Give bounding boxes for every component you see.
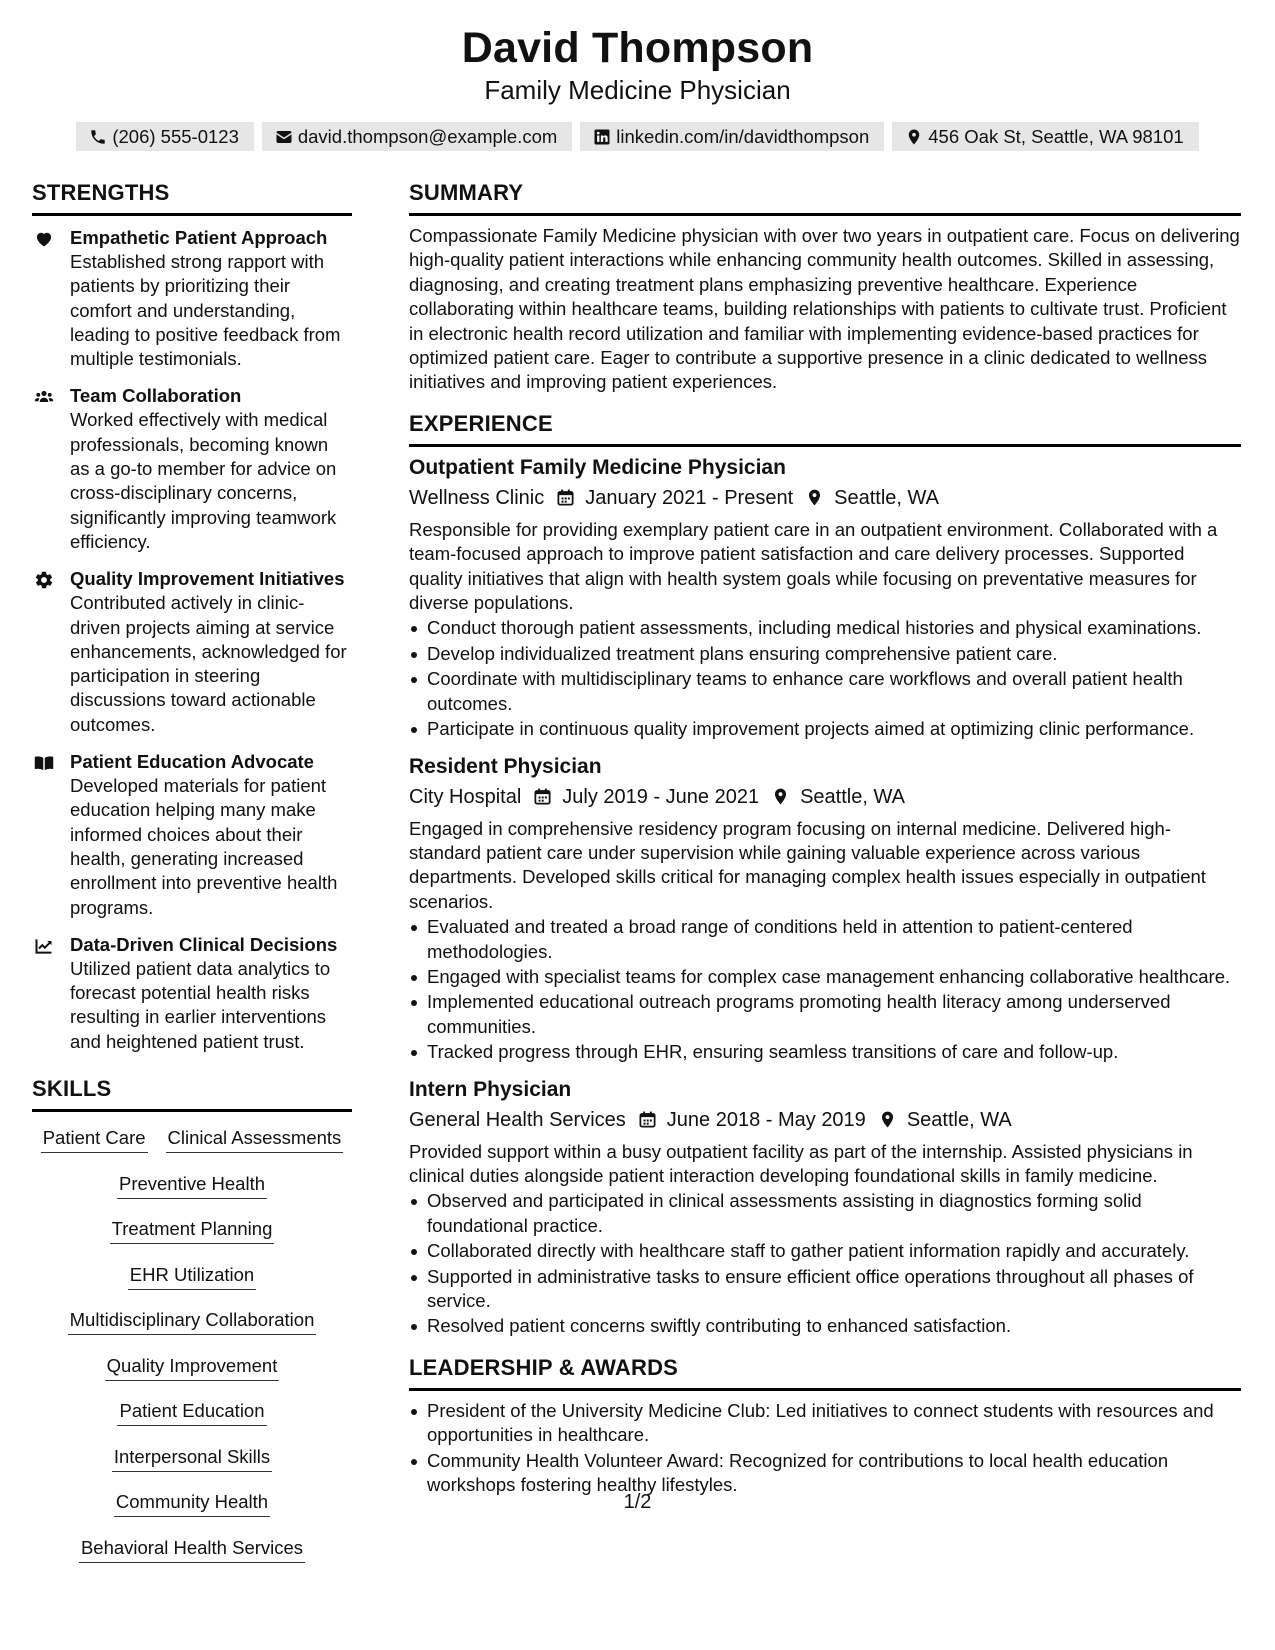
skill-tag: Interpersonal Skills: [112, 1445, 272, 1472]
job-location: Seattle, WA: [834, 486, 939, 509]
skills-row: [32, 1126, 352, 1172]
strength-item: [32, 384, 352, 554]
strength-item: [32, 750, 352, 920]
strength-item: [32, 226, 352, 371]
skills-row: [32, 1354, 352, 1400]
job-organization: City Hospital: [409, 785, 522, 808]
job-meta: [409, 782, 1241, 812]
skill-tag: Treatment Planning: [110, 1217, 275, 1244]
chart-line-icon: [34, 936, 56, 956]
strength-description: Established strong rapport with patients by prioritizing their comfort and understanding, leading to positive feedback from multiple testimonials.: [70, 251, 341, 370]
strength-title: Empathetic Patient Approach: [70, 227, 328, 248]
bullet-item: Community Health Volunteer Award: Recognized for contributions to local health education workshops fostering healthy lifestyles.: [409, 1449, 1241, 1498]
email-icon: [275, 128, 293, 146]
linkedin-text: linkedin.com/in/davidthompson: [616, 126, 870, 147]
bullet-item: President of the University Medicine Club: Led initiatives to connect students with resources and opportunities in healthcare.: [409, 1399, 1241, 1448]
heart-icon: [34, 229, 56, 249]
skill-tag: Clinical Assessments: [166, 1126, 344, 1153]
summary-heading: SUMMARY: [409, 180, 524, 205]
location-icon: [805, 488, 824, 507]
location-icon: [878, 1110, 897, 1129]
job-entry: [409, 453, 1241, 742]
users-icon: [34, 387, 56, 407]
summary-text: Compassionate Family Medicine physician with over two years in outpatient care. Focus on delivering high-quality patient interactions while enhancing community health outcomes. Skilled in assessing, diagnosing, and creating treatment plans emphasizing preventive healthcare. Experience collaborating within healthcare teams, building relationships with patients to cultivate trust. Proficient in electronic health record utilization and familiar with implementing evidence-based practices for optimized patient care. Eager to contribute a supportive presence in a clinic dedicated to wellness initiatives and improving patient experiences.: [409, 225, 1240, 393]
strength-title: Quality Improvement Initiatives: [70, 568, 345, 590]
skills-row: [32, 1445, 352, 1491]
bullet-item: Develop individualized treatment plans ensuring comprehensive patient care.: [409, 642, 1241, 666]
skill-tag: EHR Utilization: [128, 1263, 256, 1290]
job-entry: [409, 1075, 1241, 1339]
strength-item: [32, 567, 352, 737]
job-location: Seattle, WA: [800, 785, 905, 808]
strength-item: [32, 933, 352, 1054]
leadership-list: [409, 1399, 1241, 1498]
bullet-item: Implemented educational outreach programs promoting health literacy among underserved communities.: [409, 990, 1241, 1039]
section-divider: [409, 213, 1241, 216]
location-icon: [905, 128, 923, 146]
skills-row: [32, 1217, 352, 1263]
skill-tag: Community Health: [114, 1490, 270, 1517]
job-dates: July 2019 - June 2021: [562, 785, 760, 808]
job-title: Outpatient Family Medicine Physician: [409, 455, 786, 479]
section-divider: [409, 444, 1241, 447]
page-number: 1/2: [623, 1491, 652, 1513]
bullet-item: Conduct thorough patient assessments, including medical histories and physical examinations.: [409, 616, 1241, 640]
strength-description: Utilized patient data analytics to forecast potential health risks resulting in earlier interventions and heightened patient trust.: [70, 957, 331, 1052]
linkedin-icon: [593, 128, 611, 146]
bullet-item: Observed and participated in clinical assessments assisting in diagnostics forming solid foundational practice.: [409, 1189, 1241, 1238]
leadership-heading: LEADERSHIP & AWARDS: [409, 1354, 679, 1380]
left-column: [32, 178, 352, 1581]
skills-row: [32, 1172, 352, 1218]
bullet-item: Engaged with specialist teams for complex case management enhancing collaborative healthcare.: [409, 965, 1241, 989]
resume-header: [0, 22, 1275, 151]
section-divider: [32, 1109, 352, 1112]
skill-tag: Patient Care: [41, 1126, 148, 1153]
bullet-item: Collaborated directly with healthcare staff to gather patient information rapidly and accurately.: [409, 1239, 1241, 1263]
job-dates: June 2018 - May 2019: [666, 1108, 866, 1131]
skills-row: [32, 1536, 352, 1582]
skills-row: [32, 1399, 352, 1445]
skill-tag: Preventive Health: [117, 1172, 267, 1199]
contact-email[interactable]: [262, 122, 572, 151]
bullet-item: Tracked progress through EHR, ensuring seamless transitions of care and follow-up.: [409, 1040, 1241, 1064]
strength-title: Team Collaboration: [70, 385, 242, 407]
skill-tag: Patient Education: [117, 1399, 266, 1426]
strength-description: Worked effectively with medical professionals, becoming known as a go-to member for advice on cross-disciplinary concerns, significantly improving teamwork efficiency.: [70, 409, 337, 552]
book-icon: [34, 753, 56, 773]
strength-description: Contributed actively in clinic-driven projects aiming at service enhancements, acknowledged for participation in steering discussions toward actionable outcomes.: [70, 592, 347, 735]
bullet-item: Coordinate with multidisciplinary teams to enhance care workflows and overall patient health outcomes.: [409, 667, 1241, 716]
bullet-item: Participate in continuous quality improvement projects aimed at optimizing clinic performance.: [409, 717, 1241, 741]
section-divider: [32, 213, 352, 216]
bullet-item: Supported in administrative tasks to ensure efficient office operations throughout all phases of service.: [409, 1265, 1241, 1314]
job-bullets: [409, 1189, 1241, 1338]
skills-row: [32, 1308, 352, 1354]
section-divider: [409, 1388, 1241, 1391]
candidate-name: David Thompson: [461, 24, 814, 72]
contact-address[interactable]: [892, 122, 1198, 151]
experience-section: [409, 409, 1241, 1339]
experience-heading: EXPERIENCE: [409, 410, 553, 436]
contact-phone[interactable]: [76, 122, 254, 151]
skills-row: [32, 1263, 352, 1309]
job-title: Resident Physician: [409, 754, 602, 778]
calendar-icon: [638, 1110, 657, 1129]
leadership-section: [409, 1353, 1241, 1498]
strength-description: Developed materials for patient education helping many make informed choices about their health, generating increased enrollment into preventive health programs.: [70, 775, 338, 918]
job-entry: [409, 752, 1241, 1065]
bullet-item: Evaluated and treated a broad range of conditions held in attention to patient-centered methodologies.: [409, 915, 1241, 964]
bullet-item: Resolved patient concerns swiftly contributing to enhanced satisfaction.: [409, 1314, 1241, 1338]
strengths-list: [32, 226, 352, 1054]
job-organization: General Health Services: [409, 1108, 626, 1131]
phone-icon: [89, 128, 107, 146]
job-organization: Wellness Clinic: [409, 486, 545, 509]
location-icon: [771, 787, 790, 806]
job-description: Provided support within a busy outpatient facility as part of the internship. Assisted physicians in clinical duties alongside patient interaction developing foundational skills in family medicine.: [409, 1140, 1193, 1186]
right-column: [409, 178, 1241, 1497]
strength-title: Data-Driven Clinical Decisions: [70, 933, 338, 955]
job-title: Intern Physician: [409, 1077, 572, 1101]
job-description: Engaged in comprehensive residency program focusing on internal medicine. Delivered high-standard patient care under supervision while gaining valuable experience across various departments. Developed skills critical for managing complex health issues especially in outpatient scenarios.: [409, 817, 1206, 912]
job-dates: January 2021 - Present: [585, 486, 794, 509]
strengths-heading: STRENGTHS: [32, 180, 170, 205]
address-text: 456 Oak St, Seattle, WA 98101: [928, 126, 1184, 147]
calendar-icon: [533, 787, 552, 806]
contact-linkedin[interactable]: [580, 122, 884, 151]
skill-tag: Quality Improvement: [105, 1354, 280, 1381]
job-bullets: [409, 616, 1241, 741]
skill-tag: Multidisciplinary Collaboration: [68, 1308, 317, 1335]
skills-heading: SKILLS: [32, 1076, 112, 1102]
gear-icon: [34, 570, 56, 590]
contact-bar: [0, 122, 1275, 151]
job-description: Responsible for providing exemplary patient care in an outpatient environment. Collaborated with a team-focused approach to improve patient satisfaction and care delivery processes. Supported quality initiatives that align with health system goals while focusing on preventative measures for diverse populations.: [409, 518, 1218, 614]
skill-tag: Behavioral Health Services: [79, 1536, 305, 1563]
job-meta: [409, 483, 1241, 513]
calendar-icon: [556, 488, 575, 507]
job-meta: [409, 1105, 1241, 1135]
strength-title: Patient Education Advocate: [70, 751, 314, 773]
job-location: Seattle, WA: [906, 1108, 1012, 1131]
phone-text: (206) 555-0123: [112, 126, 239, 147]
job-bullets: [409, 915, 1241, 1064]
email-text: david.thompson@example.com: [297, 126, 558, 147]
candidate-title: Family Medicine Physician: [484, 75, 791, 105]
